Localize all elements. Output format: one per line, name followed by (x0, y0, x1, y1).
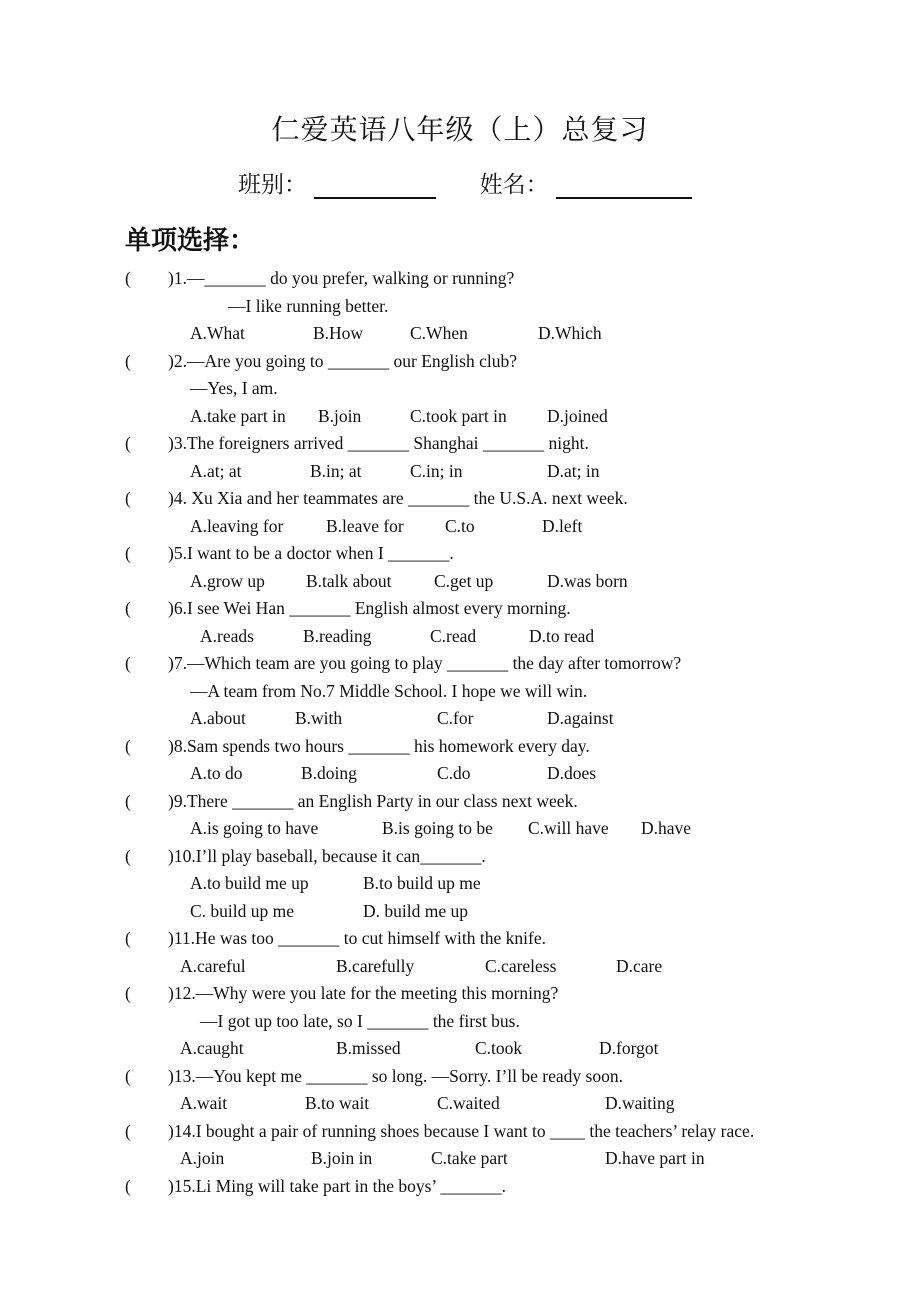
answer-option[interactable]: B.reading (303, 625, 372, 646)
question-stem: )6.I see Wei Han _______ English almost every morning. (168, 598, 571, 618)
options-line (0, 953, 920, 981)
question-stem-line (0, 348, 920, 376)
question-reply-line (0, 293, 920, 321)
answer-blank-paren[interactable]: ( (125, 543, 131, 563)
answer-blank-paren[interactable]: ( (125, 928, 131, 948)
question-reply: —Yes, I am. (190, 378, 278, 398)
question-stem-line (0, 733, 920, 761)
answer-option[interactable]: B.join (318, 405, 362, 426)
answer-option[interactable]: B.How (313, 323, 364, 343)
name-label: 姓名： (479, 172, 549, 198)
question-stem-line (0, 1173, 920, 1201)
answer-blank-paren[interactable]: ( (125, 488, 131, 508)
answer-option[interactable]: A.at; at (190, 460, 242, 481)
answer-option[interactable]: D.against (547, 708, 614, 728)
name-blank[interactable] (556, 173, 692, 199)
question-list (0, 265, 920, 1200)
answer-option[interactable]: D.left (542, 515, 583, 536)
answer-option[interactable]: C.careless (485, 955, 557, 976)
answer-option[interactable]: A.to do (190, 763, 243, 783)
answer-option[interactable]: D.does (547, 763, 597, 783)
options-line (0, 513, 920, 541)
answer-option[interactable]: B.is going to be (382, 818, 493, 838)
answer-option[interactable]: D.have part in (605, 1148, 705, 1168)
question-stem-line (0, 788, 920, 816)
options-line (0, 705, 920, 733)
answer-option[interactable]: A.join (180, 1148, 225, 1168)
answer-option[interactable]: C.for (437, 708, 474, 728)
question-stem-line (0, 595, 920, 623)
answer-option[interactable]: C.take part (431, 1148, 508, 1168)
answer-blank-paren[interactable]: ( (125, 268, 131, 288)
answer-option[interactable]: D.was born (547, 570, 628, 591)
answer-blank-paren[interactable]: ( (125, 1175, 131, 1196)
answer-blank-paren[interactable]: ( (125, 350, 131, 371)
answer-option[interactable]: C.to (445, 515, 475, 536)
section-title: 单项选择： (125, 226, 256, 256)
options-line (0, 898, 920, 926)
answer-option[interactable]: D.to read (529, 625, 595, 646)
answer-option[interactable]: A.leaving for (190, 515, 284, 536)
answer-option[interactable]: C.waited (437, 1093, 500, 1113)
answer-option[interactable]: C.will have (528, 818, 609, 838)
answer-option[interactable]: A.reads (200, 625, 254, 646)
answer-option[interactable]: D.have (641, 818, 692, 838)
question-reply: —I like running better. (228, 295, 389, 316)
answer-blank-paren[interactable]: ( (125, 1120, 131, 1141)
question-stem-line (0, 1063, 920, 1091)
question-reply-line (0, 678, 920, 706)
options-line (0, 320, 920, 348)
options-line (0, 760, 920, 788)
answer-blank-paren[interactable]: ( (125, 735, 131, 756)
question-reply: —I got up too late, so I _______ the first bus. (200, 1010, 520, 1031)
answer-option[interactable]: C.do (437, 763, 471, 783)
options-line (0, 1145, 920, 1173)
answer-blank-paren[interactable]: ( (125, 845, 131, 866)
class-blank[interactable] (314, 173, 436, 199)
question-stem-line (0, 265, 920, 293)
answer-option[interactable]: B.missed (336, 1038, 401, 1058)
answer-option[interactable]: A.about (190, 708, 246, 728)
answer-option[interactable]: C.When (410, 323, 468, 343)
answer-option[interactable]: A.wait (180, 1093, 228, 1113)
question-stem: )9.There _______ an English Party in our class next week. (168, 790, 578, 811)
answer-option[interactable]: C.get up (434, 570, 494, 591)
class-label: 班别： (238, 172, 307, 198)
answer-option[interactable]: A.grow up (190, 570, 265, 591)
question-stem: )5.I want to be a doctor when I _______. (168, 543, 454, 563)
answer-option[interactable]: A.to build me up (190, 873, 309, 893)
answer-option[interactable]: A.careful (180, 955, 246, 976)
question-reply: —A team from No.7 Middle School. I hope we will win. (190, 680, 588, 701)
answer-option[interactable]: B.leave for (326, 515, 404, 536)
answer-option[interactable]: B.in; at (310, 460, 362, 481)
question-reply-line (0, 1008, 920, 1036)
answer-option[interactable]: C.took part in (410, 405, 507, 426)
answer-blank-paren[interactable]: ( (125, 790, 131, 811)
question-stem-line (0, 980, 920, 1008)
question-stem-line (0, 925, 920, 953)
answer-option[interactable]: D.waiting (605, 1093, 675, 1113)
answer-option[interactable]: C.took (475, 1038, 523, 1058)
answer-blank-paren[interactable]: ( (125, 433, 131, 453)
answer-option[interactable]: D.joined (547, 405, 608, 426)
question-stem: )1.—_______ do you prefer, walking or running? (168, 268, 515, 288)
answer-option[interactable]: C.in; in (410, 460, 463, 481)
question-stem: )4. Xu Xia and her teammates are _______ the U.S.A. next week. (168, 488, 628, 508)
question-stem-line (0, 843, 920, 871)
answer-option[interactable]: D.forgot (599, 1038, 659, 1058)
answer-option[interactable]: A.caught (180, 1038, 244, 1058)
answer-option[interactable]: A.take part in (190, 405, 286, 426)
options-line (0, 568, 920, 596)
answer-option[interactable]: B.carefully (336, 955, 415, 976)
answer-option[interactable]: B.talk about (306, 570, 392, 591)
options-line (0, 870, 920, 898)
question-stem-line (0, 485, 920, 513)
answer-option[interactable]: C. build up me (190, 900, 295, 921)
options-line (0, 458, 920, 486)
answer-option[interactable]: D. build me up (363, 900, 468, 921)
answer-option[interactable]: B.with (295, 708, 343, 728)
answer-option[interactable]: B.to wait (305, 1093, 370, 1113)
question-stem: )2.—Are you going to _______ our English club? (168, 350, 517, 371)
answer-blank-paren[interactable]: ( (125, 983, 131, 1003)
answer-blank-paren[interactable]: ( (125, 1065, 131, 1086)
options-line (0, 623, 920, 651)
page-title: 仁爱英语八年级（上）总复习 (271, 113, 649, 146)
question-stem: )8.Sam spends two hours _______ his homework every day. (168, 735, 590, 756)
question-stem: )7.—Which team are you going to play _______ the day after tomorrow? (168, 653, 682, 673)
answer-option[interactable]: C.read (430, 625, 477, 646)
answer-option[interactable]: D.Which (538, 323, 602, 343)
question-stem-line (0, 430, 920, 458)
question-stem: )14.I bought a pair of running shoes because I want to ____ the teachers’ relay race. (168, 1120, 755, 1141)
options-line (0, 1090, 920, 1118)
question-stem: )15.Li Ming will take part in the boys’ _______. (168, 1175, 506, 1196)
answer-option[interactable]: B.join in (311, 1148, 373, 1168)
answer-option[interactable]: B.doing (301, 763, 357, 783)
question-stem: )11.He was too _______ to cut himself with the knife. (168, 928, 546, 948)
question-stem: )10.I’ll play baseball, because it can_______. (168, 845, 486, 866)
options-line (0, 1035, 920, 1063)
question-stem: )3.The foreigners arrived _______ Shanghai _______ night. (168, 433, 589, 453)
student-info (238, 166, 728, 199)
question-reply-line (0, 375, 920, 403)
answer-option[interactable]: D.care (616, 955, 663, 976)
answer-blank-paren[interactable]: ( (125, 653, 131, 673)
answer-blank-paren[interactable]: ( (125, 598, 131, 618)
question-stem: )12.—Why were you late for the meeting this morning? (168, 983, 559, 1003)
options-line (0, 815, 920, 843)
answer-option[interactable]: B.to build up me (363, 873, 481, 893)
options-line (0, 403, 920, 431)
question-stem: )13.—You kept me _______ so long. —Sorry. I’ll be ready soon. (168, 1065, 623, 1086)
answer-option[interactable]: A.is going to have (190, 818, 319, 838)
answer-option[interactable]: A.What (190, 323, 245, 343)
question-stem-line (0, 540, 920, 568)
question-stem-line (0, 650, 920, 678)
answer-option[interactable]: D.at; in (547, 460, 600, 481)
question-stem-line (0, 1118, 920, 1146)
